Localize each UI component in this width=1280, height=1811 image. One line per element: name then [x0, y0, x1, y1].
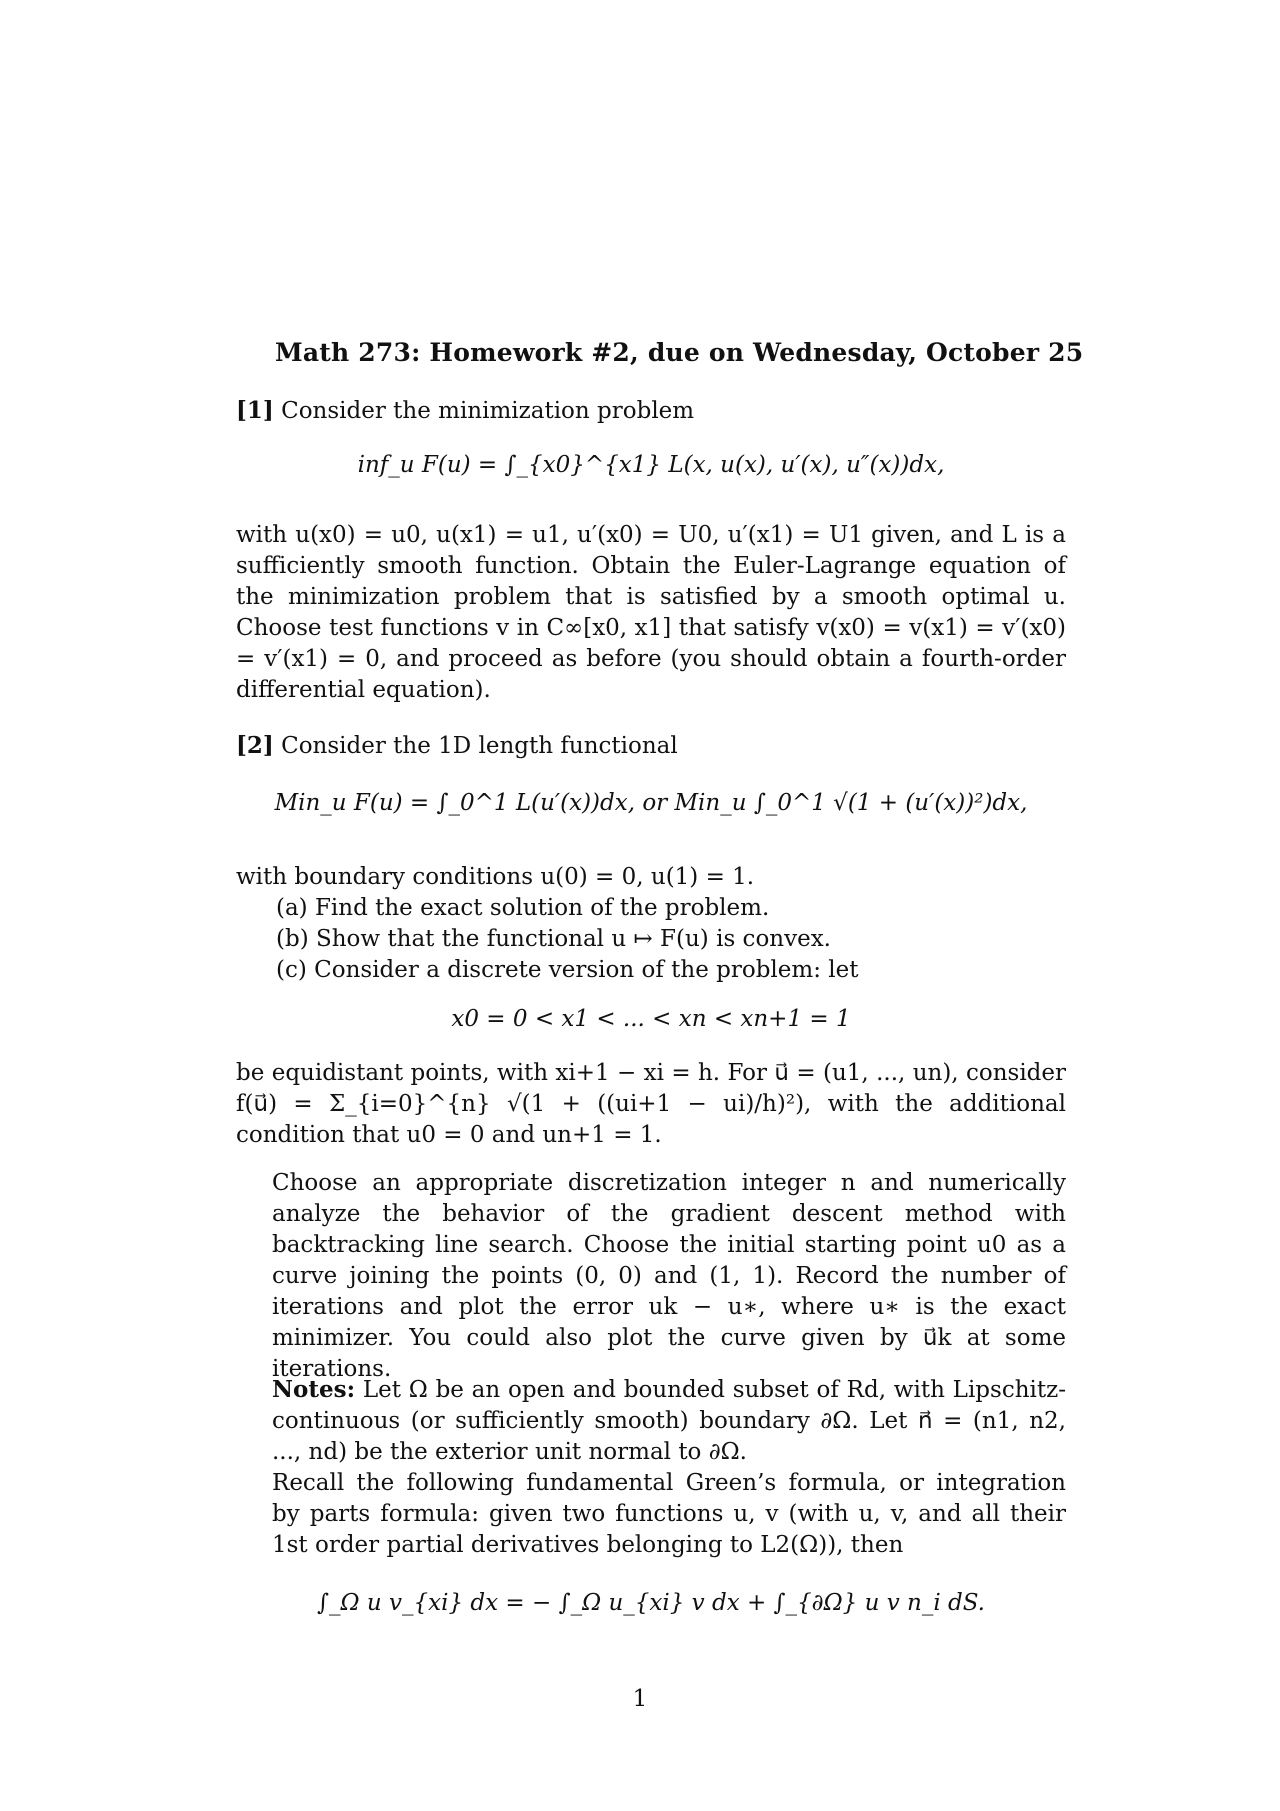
problem2-label: [2]	[236, 732, 274, 759]
points-equation: x0 = 0 < x1 < ... < xn < xn+1 = 1	[451, 1006, 851, 1032]
problem2-boundary: with boundary conditions u(0) = 0, u(1) = 1.	[236, 864, 755, 890]
problem1-equation: inf_u F(u) = ∫_{x0}^{x1} L(x, u(x), u′(x), u″(x))dx,	[357, 452, 945, 478]
problem2-part-b: (b) Show that the functional u ↦ F(u) is convex.	[276, 926, 831, 952]
notes-paragraph	[236, 1374, 1066, 1468]
problem1-body: with u(x0) = u0, u(x1) = u1, u′(x0) = U0, u′(x1) = U1 given, and L is a sufficiently smooth function. Obtain the Euler-Lagrange equation of the minimization problem that is satisfied by a smooth optimal u. Choose test functions v in C∞[x0, x1] that satisfy v(x0) = v(x1) = v′(x0) = v′(x1) = 0, and proceed as before (you should obtain a fourth-order differential equation).	[236, 522, 1066, 703]
problem2-intro: Consider the 1D length functional	[281, 733, 678, 759]
notes-text-1: Let Ω be an open and bounded subset of Rd, with Lipschitz-continuous (or sufficiently smooth) boundary ∂Ω. Let n⃗ = (n1, n2, ..., nd) be the exterior unit normal to ∂Ω.	[272, 1377, 1067, 1465]
greens-formula: ∫_Ω u v_{xi} dx = − ∫_Ω u_{xi} v dx + ∫_{∂Ω} u v n_i dS.	[317, 1590, 985, 1616]
problem2-part-a: (a) Find the exact solution of the problem.	[276, 895, 770, 921]
analysis-text: Choose an appropriate discretization integer n and numerically analyze the behavior of the gradient descent method with backtracking line search. Choose the initial starting point u0 as a curve joining the points (0, 0) and (1, 1). Record the number of iterations and plot the error uk − u∗, where u∗ is the exact minimizer. You could also plot the curve given by u⃗k at some iterations.	[272, 1170, 1066, 1382]
notes-text-2: Recall the following fundamental Green’s formula, or integration by parts formula: given two functions u, v (with u, v, and all their 1st order partial derivatives belonging to L2(Ω)), then	[272, 1470, 1066, 1558]
problem1-intro-line	[236, 395, 1066, 427]
problem2-equation: Min_u F(u) = ∫_0^1 L(u′(x))dx, or Min_u ∫_0^1 √(1 + (u′(x))²)dx,	[274, 790, 1028, 816]
problem2-part-c: (c) Consider a discrete version of the problem: let	[276, 957, 859, 983]
problem2-conditions-block	[236, 862, 1066, 986]
discrete-text: be equidistant points, with xi+1 − xi = h. For u⃗ = (u1, ..., un), consider f(u⃗) = Σ_{i=0}^{n} √(1 + ((ui+1 − ui)/h)²), with the additional condition that u0 = 0 and un+1 = 1.	[236, 1060, 1066, 1148]
problem2-intro-line	[236, 730, 1066, 762]
page-title: Math 273: Homework #2, due on Wednesday, October 25	[275, 338, 1084, 367]
problem1-intro: Consider the minimization problem	[281, 398, 695, 424]
problem1-label: [1]	[236, 397, 274, 424]
page-number: 1	[632, 1686, 648, 1712]
notes-label: Notes:	[272, 1376, 356, 1403]
